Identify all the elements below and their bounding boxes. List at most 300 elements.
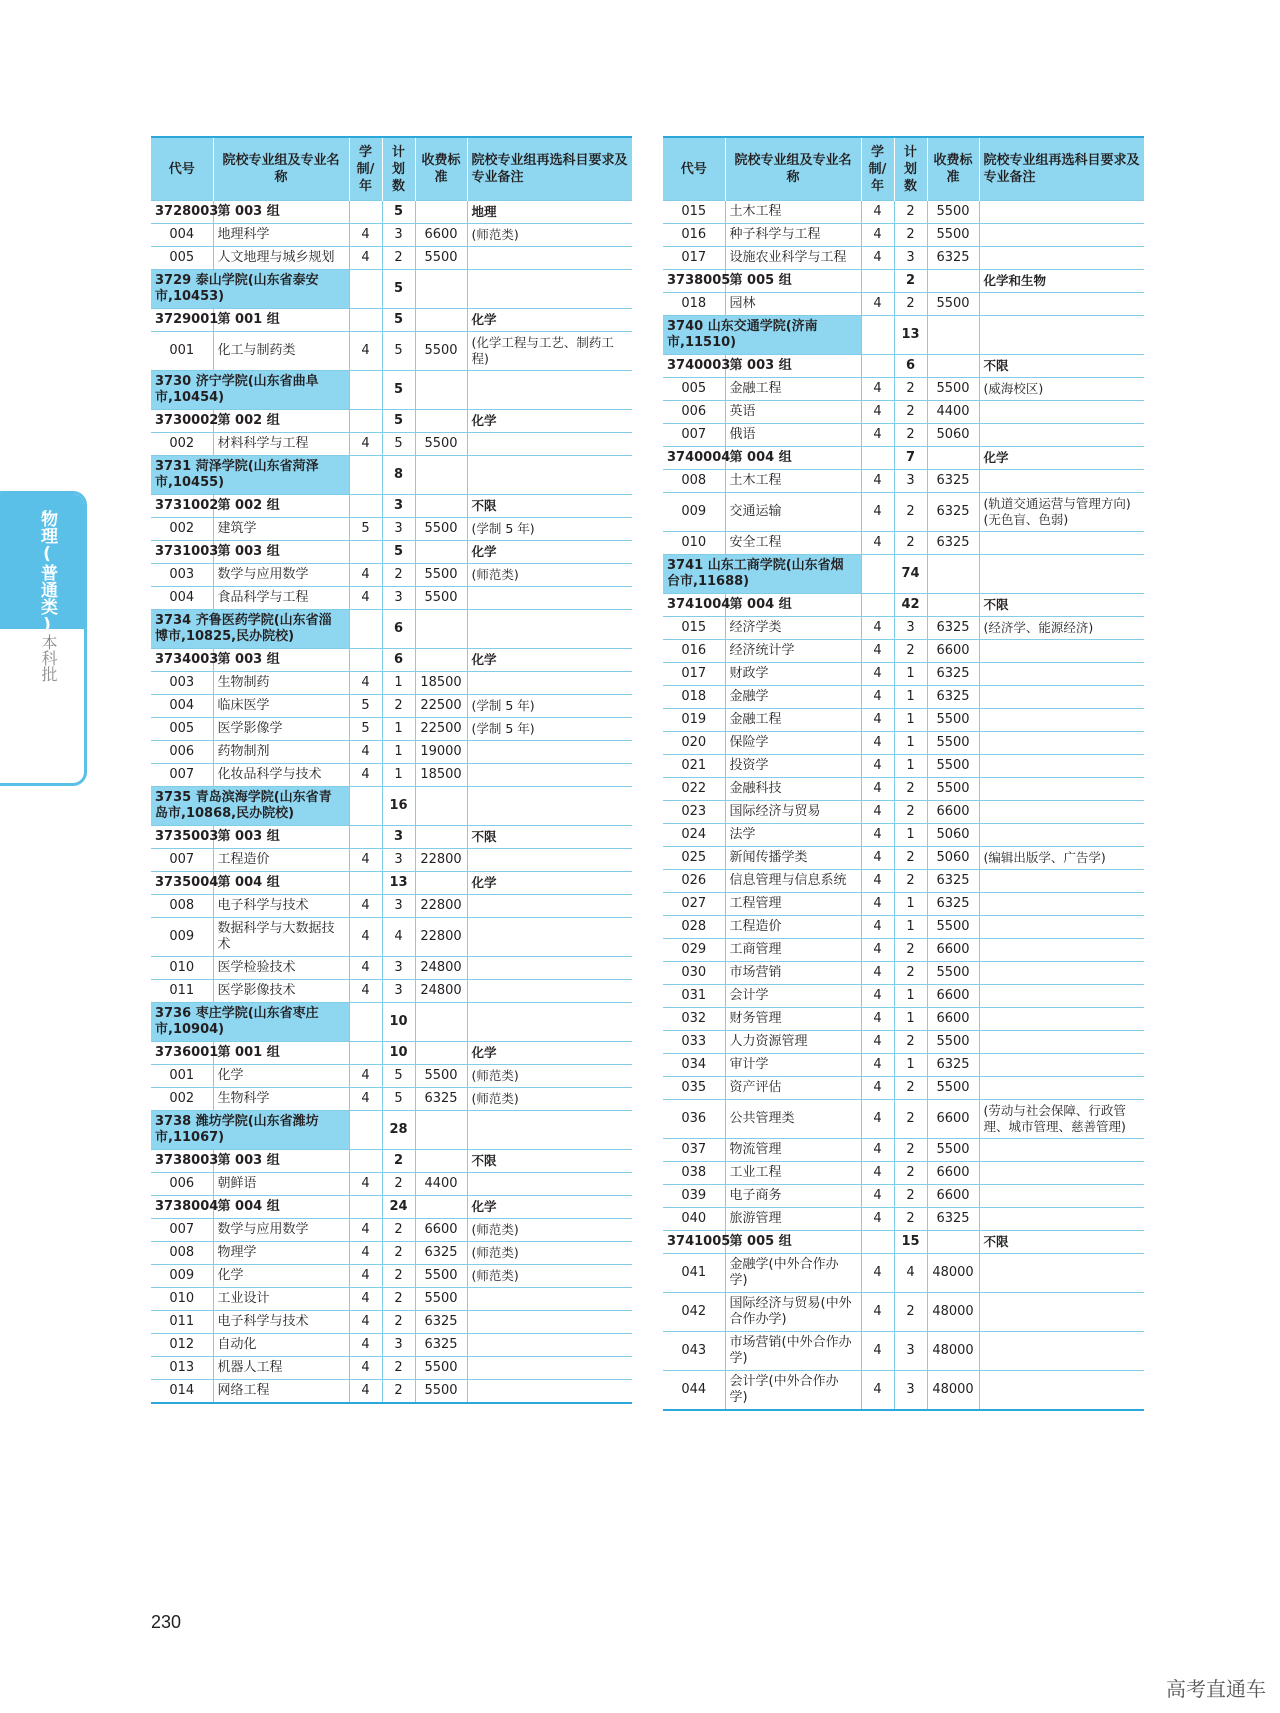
- years: 4: [861, 824, 894, 847]
- major-note: [979, 201, 1144, 224]
- fee: 19000: [415, 741, 467, 764]
- major-note: [979, 1139, 1144, 1162]
- major-row: [663, 732, 1144, 755]
- major-row: [151, 1242, 632, 1265]
- years: 4: [349, 1288, 382, 1311]
- major-code: 011: [151, 980, 213, 1003]
- major-row: [663, 686, 1144, 709]
- fee-cell: [415, 495, 467, 518]
- major-code: 012: [151, 1334, 213, 1357]
- group-name: 第 004 组: [213, 1196, 349, 1219]
- fee: 5500: [927, 378, 979, 401]
- major-note: [979, 1371, 1144, 1411]
- fee: 6325: [927, 493, 979, 532]
- years: 4: [349, 247, 382, 270]
- plan-count: 2: [382, 247, 415, 270]
- major-code: 043: [663, 1332, 725, 1371]
- group-row: [663, 1231, 1144, 1254]
- major-code: 013: [151, 1357, 213, 1380]
- years: 4: [861, 870, 894, 893]
- major-code: 007: [151, 849, 213, 872]
- major-name: 工程管理: [725, 893, 861, 916]
- group-name: 第 001 组: [213, 309, 349, 332]
- fee-cell: [415, 1003, 467, 1042]
- subject-requirement: 化学: [467, 649, 632, 672]
- major-name: 旅游管理: [725, 1208, 861, 1231]
- major-row: [663, 1208, 1144, 1231]
- fee: 5500: [927, 1077, 979, 1100]
- plan-count: 5: [382, 201, 415, 224]
- group-code: 3740004: [663, 447, 725, 470]
- plan-count: 4: [894, 1254, 927, 1293]
- major-name: 金融学: [725, 686, 861, 709]
- note-cell: [467, 610, 632, 649]
- fee: 6325: [415, 1334, 467, 1357]
- major-code: 009: [151, 1265, 213, 1288]
- school-name: 3729 泰山学院(山东省泰安市,10453): [151, 270, 349, 309]
- years-cell: [349, 495, 382, 518]
- note-cell: [467, 371, 632, 410]
- fee: 48000: [927, 1293, 979, 1332]
- note-cell: [979, 316, 1144, 355]
- fee: 6325: [927, 470, 979, 493]
- major-code: 004: [151, 695, 213, 718]
- school-name: 3734 齐鲁医药学院(山东省淄博市,10825,民办院校): [151, 610, 349, 649]
- major-name: 朝鲜语: [213, 1173, 349, 1196]
- fee: 6325: [415, 1242, 467, 1265]
- fee: 6600: [927, 1008, 979, 1031]
- major-code: 014: [151, 1380, 213, 1404]
- plan-count: 2: [382, 695, 415, 718]
- plan-count: 1: [382, 672, 415, 695]
- plan-count: 2: [894, 778, 927, 801]
- fee: 6600: [415, 1219, 467, 1242]
- plan-count: 2: [382, 1219, 415, 1242]
- years: 4: [861, 293, 894, 316]
- years: 4: [349, 433, 382, 456]
- plan-count: 5: [382, 541, 415, 564]
- major-code: 002: [151, 518, 213, 541]
- years: 5: [349, 718, 382, 741]
- group-row: [151, 1042, 632, 1065]
- subject-requirement: 不限: [467, 495, 632, 518]
- fee: 5500: [415, 587, 467, 610]
- fee: 5500: [415, 1065, 467, 1088]
- major-note: [979, 532, 1144, 555]
- plan-count: 2: [894, 1293, 927, 1332]
- major-name: 电子商务: [725, 1185, 861, 1208]
- major-name: 土木工程: [725, 470, 861, 493]
- major-row: [663, 470, 1144, 493]
- major-code: 007: [151, 764, 213, 787]
- years: 4: [861, 1208, 894, 1231]
- major-row: [151, 1065, 632, 1088]
- major-note: [979, 640, 1144, 663]
- plan-count: 2: [894, 640, 927, 663]
- major-name: 国际经济与贸易(中外合作办学): [725, 1293, 861, 1332]
- subject-requirement: 化学: [467, 410, 632, 433]
- years: 4: [349, 224, 382, 247]
- fee: 4400: [927, 401, 979, 424]
- years: 4: [349, 918, 382, 957]
- subject-requirement: 化学: [979, 447, 1144, 470]
- subject-requirement: 化学: [467, 1196, 632, 1219]
- plan-count: 2: [894, 1100, 927, 1139]
- major-code: 002: [151, 433, 213, 456]
- group-row: [151, 410, 632, 433]
- major-name: 信息管理与信息系统: [725, 870, 861, 893]
- major-name: 工业设计: [213, 1288, 349, 1311]
- school-name: 3740 山东交通学院(济南市,11510): [663, 316, 861, 355]
- major-name: 金融学(中外合作办学): [725, 1254, 861, 1293]
- group-row: [151, 1196, 632, 1219]
- school-name: 3731 菏泽学院(山东省菏泽市,10455): [151, 456, 349, 495]
- major-row: [663, 1185, 1144, 1208]
- fee-cell: [927, 1231, 979, 1254]
- group-row: [151, 541, 632, 564]
- major-note: [979, 939, 1144, 962]
- note-cell: [467, 1003, 632, 1042]
- major-code: 010: [663, 532, 725, 555]
- group-code: 3738005: [663, 270, 725, 293]
- years: 4: [349, 1311, 382, 1334]
- major-code: 005: [663, 378, 725, 401]
- major-code: 034: [663, 1054, 725, 1077]
- subject-requirement: 不限: [979, 355, 1144, 378]
- major-name: 金融工程: [725, 709, 861, 732]
- major-row: [663, 640, 1144, 663]
- group-code: 3735004: [151, 872, 213, 895]
- fee: 5500: [927, 201, 979, 224]
- major-note: [979, 1031, 1144, 1054]
- major-note: [467, 1288, 632, 1311]
- plan-count: 3: [382, 895, 415, 918]
- fee-cell: [415, 1042, 467, 1065]
- years-cell: [861, 270, 894, 293]
- major-note: [979, 224, 1144, 247]
- fee-cell: [415, 541, 467, 564]
- plan-count: 2: [894, 962, 927, 985]
- years: 4: [861, 1008, 894, 1031]
- admissions-table-left: [151, 136, 632, 1404]
- fee: 22500: [415, 695, 467, 718]
- plan-count: 6: [382, 649, 415, 672]
- major-row: [151, 1357, 632, 1380]
- major-note: [979, 893, 1144, 916]
- subject-requirement: 化学: [467, 872, 632, 895]
- group-row: [151, 1150, 632, 1173]
- group-row: [151, 201, 632, 224]
- major-row: [663, 1162, 1144, 1185]
- plan-count: 2: [894, 532, 927, 555]
- major-note: [467, 895, 632, 918]
- major-note: (经济学、能源经济): [979, 617, 1144, 640]
- plan-count: 3: [894, 1332, 927, 1371]
- fee-cell: [415, 872, 467, 895]
- table-body: [663, 201, 1144, 1411]
- years: 4: [861, 378, 894, 401]
- fee: 6325: [927, 663, 979, 686]
- fee: 5500: [927, 755, 979, 778]
- header-note: 院校专业组再选科目要求及专业备注: [467, 137, 632, 201]
- major-name: 经济学类: [725, 617, 861, 640]
- major-row: [151, 1088, 632, 1111]
- group-code: 3741005: [663, 1231, 725, 1254]
- major-row: [663, 1031, 1144, 1054]
- school-row: [151, 270, 632, 309]
- years: 4: [349, 332, 382, 371]
- major-note: (化学工程与工艺、制药工程): [467, 332, 632, 371]
- group-code: 3734003: [151, 649, 213, 672]
- major-name: 生物制药: [213, 672, 349, 695]
- fee: 6325: [927, 686, 979, 709]
- years-cell: [349, 201, 382, 224]
- major-code: 006: [663, 401, 725, 424]
- plan-count: 3: [382, 980, 415, 1003]
- fee: 5500: [927, 709, 979, 732]
- years-cell: [861, 447, 894, 470]
- school-row: [151, 456, 632, 495]
- plan-count: 5: [382, 1065, 415, 1088]
- major-name: 数学与应用数学: [213, 1219, 349, 1242]
- major-note: (劳动与社会保障、行政管理、城市管理、慈善管理): [979, 1100, 1144, 1139]
- group-code: 3731002: [151, 495, 213, 518]
- years-cell: [349, 1003, 382, 1042]
- plan-count: 1: [382, 718, 415, 741]
- major-row: [663, 962, 1144, 985]
- plan-count: 3: [382, 224, 415, 247]
- group-name: 第 003 组: [213, 1150, 349, 1173]
- major-row: [151, 224, 632, 247]
- school-row: [151, 1003, 632, 1042]
- fee: 6325: [927, 617, 979, 640]
- fee: 22800: [415, 895, 467, 918]
- fee-cell: [927, 447, 979, 470]
- fee: 48000: [927, 1254, 979, 1293]
- major-row: [151, 518, 632, 541]
- plan-count: 1: [382, 741, 415, 764]
- major-name: 种子科学与工程: [725, 224, 861, 247]
- subject-requirement: 化学: [467, 309, 632, 332]
- plan-count: 3: [382, 826, 415, 849]
- major-code: 033: [663, 1031, 725, 1054]
- school-name: 3735 青岛滨海学院(山东省青岛市,10868,民办院校): [151, 787, 349, 826]
- major-code: 003: [151, 672, 213, 695]
- plan-count: 5: [382, 270, 415, 309]
- plan-count: 5: [382, 1088, 415, 1111]
- major-row: [663, 378, 1144, 401]
- years: 4: [861, 424, 894, 447]
- years-cell: [349, 826, 382, 849]
- plan-count: 3: [382, 1334, 415, 1357]
- school-name: 3730 济宁学院(山东省曲阜市,10454): [151, 371, 349, 410]
- fee: 18500: [415, 672, 467, 695]
- years: 4: [861, 778, 894, 801]
- plan-count: 2: [894, 801, 927, 824]
- group-code: 3741004: [663, 594, 725, 617]
- major-name: 机器人工程: [213, 1357, 349, 1380]
- plan-count: 2: [894, 1031, 927, 1054]
- major-code: 009: [151, 918, 213, 957]
- major-row: [663, 424, 1144, 447]
- major-row: [663, 939, 1144, 962]
- years: 4: [349, 741, 382, 764]
- plan-count: 3: [382, 495, 415, 518]
- years: 4: [861, 663, 894, 686]
- plan-count: 5: [382, 410, 415, 433]
- major-name: 投资学: [725, 755, 861, 778]
- major-note: [979, 985, 1144, 1008]
- group-code: 3740003: [663, 355, 725, 378]
- plan-count: 1: [894, 1008, 927, 1031]
- note-cell: [467, 787, 632, 826]
- major-code: 018: [663, 293, 725, 316]
- years: 4: [349, 980, 382, 1003]
- major-code: 025: [663, 847, 725, 870]
- major-code: 005: [151, 247, 213, 270]
- fee: 5060: [927, 424, 979, 447]
- major-code: 021: [663, 755, 725, 778]
- years: 4: [861, 401, 894, 424]
- major-name: 审计学: [725, 1054, 861, 1077]
- major-row: [151, 741, 632, 764]
- major-note: [979, 401, 1144, 424]
- major-row: [151, 672, 632, 695]
- fee: 6325: [927, 893, 979, 916]
- major-code: 007: [663, 424, 725, 447]
- plan-count: 2: [894, 870, 927, 893]
- note-cell: [467, 270, 632, 309]
- major-code: 019: [663, 709, 725, 732]
- plan-count: 1: [894, 709, 927, 732]
- plan-count: 2: [382, 1242, 415, 1265]
- major-code: 001: [151, 332, 213, 371]
- years-cell: [861, 594, 894, 617]
- years: 4: [861, 847, 894, 870]
- plan-count: 2: [894, 1208, 927, 1231]
- school-row: [151, 1111, 632, 1150]
- plan-count: 1: [894, 1054, 927, 1077]
- fee: 6325: [415, 1311, 467, 1334]
- plan-count: 74: [894, 555, 927, 594]
- major-code: 002: [151, 1088, 213, 1111]
- fee: 5500: [415, 518, 467, 541]
- major-note: [467, 980, 632, 1003]
- plan-count: 5: [382, 371, 415, 410]
- major-code: 008: [663, 470, 725, 493]
- header-fee: 收费标准: [927, 137, 979, 201]
- years-cell: [861, 555, 894, 594]
- major-name: 工业工程: [725, 1162, 861, 1185]
- plan-count: 2: [894, 939, 927, 962]
- major-name: 物流管理: [725, 1139, 861, 1162]
- major-note: [979, 1208, 1144, 1231]
- plan-count: 1: [894, 985, 927, 1008]
- years-cell: [349, 270, 382, 309]
- group-row: [151, 872, 632, 895]
- years: 4: [349, 1219, 382, 1242]
- fee: 5500: [927, 732, 979, 755]
- major-note: (师范类): [467, 1265, 632, 1288]
- group-name: 第 004 组: [725, 594, 861, 617]
- years: 4: [349, 895, 382, 918]
- major-note: [979, 1008, 1144, 1031]
- major-note: [979, 1254, 1144, 1293]
- major-note: [979, 709, 1144, 732]
- subject-requirement: 不限: [467, 1150, 632, 1173]
- plan-count: 1: [382, 764, 415, 787]
- major-note: [979, 663, 1144, 686]
- major-code: 026: [663, 870, 725, 893]
- major-note: (师范类): [467, 224, 632, 247]
- major-note: (威海校区): [979, 378, 1144, 401]
- subject-requirement: 化学和生物: [979, 270, 1144, 293]
- side-tab-subject: 物理(普通类): [37, 510, 57, 635]
- group-code: 3728003: [151, 201, 213, 224]
- major-code: 007: [151, 1219, 213, 1242]
- fee-cell: [415, 1150, 467, 1173]
- years: 4: [349, 957, 382, 980]
- years-cell: [861, 316, 894, 355]
- major-code: 006: [151, 741, 213, 764]
- major-note: (师范类): [467, 1088, 632, 1111]
- major-note: [467, 1357, 632, 1380]
- major-code: 008: [151, 1242, 213, 1265]
- fee-cell: [415, 610, 467, 649]
- years: 4: [861, 1031, 894, 1054]
- plan-count: 3: [894, 247, 927, 270]
- fee: 5500: [927, 224, 979, 247]
- major-row: [151, 957, 632, 980]
- major-note: [979, 870, 1144, 893]
- group-row: [151, 309, 632, 332]
- plan-count: 2: [894, 847, 927, 870]
- major-code: 016: [663, 224, 725, 247]
- years: 4: [861, 1254, 894, 1293]
- years: 4: [861, 1139, 894, 1162]
- fee-cell: [927, 594, 979, 617]
- major-name: 国际经济与贸易: [725, 801, 861, 824]
- fee-cell: [415, 456, 467, 495]
- years: 4: [861, 755, 894, 778]
- fee: 5500: [927, 962, 979, 985]
- years: 4: [349, 849, 382, 872]
- school-row: [151, 371, 632, 410]
- group-name: 第 003 组: [213, 826, 349, 849]
- years: 4: [861, 201, 894, 224]
- major-name: 地理科学: [213, 224, 349, 247]
- major-note: [979, 1332, 1144, 1371]
- years: 4: [861, 962, 894, 985]
- major-name: 交通运输: [725, 493, 861, 532]
- plan-count: 1: [894, 916, 927, 939]
- fee: 6600: [927, 801, 979, 824]
- fee: 6600: [927, 1185, 979, 1208]
- major-row: [663, 870, 1144, 893]
- fee-cell: [415, 201, 467, 224]
- major-note: [467, 849, 632, 872]
- major-name: 俄语: [725, 424, 861, 447]
- major-row: [151, 918, 632, 957]
- major-note: [979, 755, 1144, 778]
- years-cell: [349, 649, 382, 672]
- major-name: 数学与应用数学: [213, 564, 349, 587]
- plan-count: 10: [382, 1003, 415, 1042]
- major-row: [151, 587, 632, 610]
- major-note: (编辑出版学、广告学): [979, 847, 1144, 870]
- major-row: [151, 1380, 632, 1404]
- fee: 5500: [927, 1031, 979, 1054]
